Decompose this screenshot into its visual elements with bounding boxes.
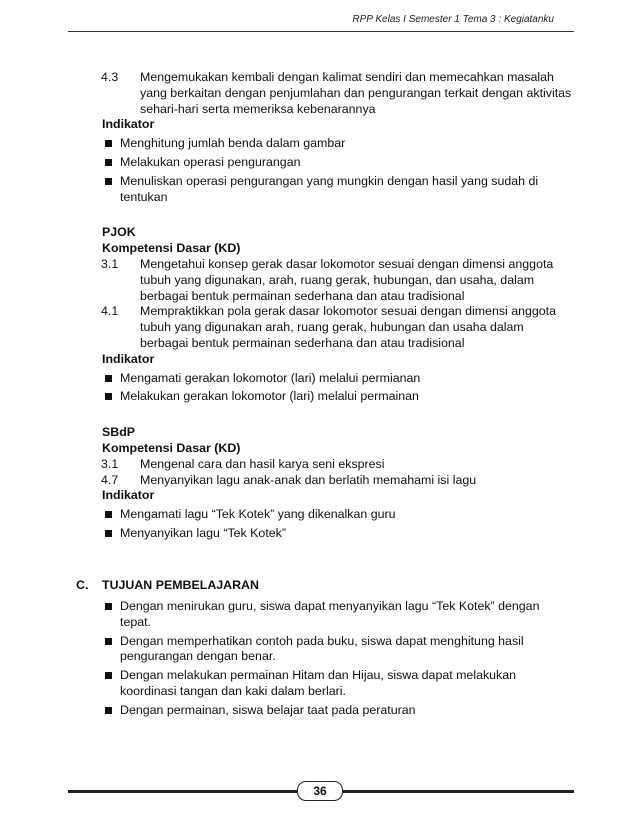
list-item-text: Menghitung jumlah benda dalam gambar [120,136,346,151]
kd-item [102,457,572,473]
bullet-square-icon [105,140,112,147]
kd-number: 4.1 [101,304,119,319]
page-number: 36 [297,781,343,801]
kd-number: 3.1 [101,456,119,471]
list-item [102,174,572,206]
list-item-text: Menyanyikan lagu “Tek Kotek” [120,525,286,540]
bullet-square-icon [105,638,112,645]
list-item-text: Mengamati gerakan lokomotor (lari) melalui permianan [120,370,421,385]
section-title-sbdp: SBdP [102,425,136,440]
bullet-square-icon [105,375,112,382]
kd-item [102,473,572,489]
section-title-tujuan: TUJUAN PEMBELAJARAN [102,578,259,592]
bullet-square-icon [105,178,112,185]
kd-item [102,70,572,117]
list-item [102,599,568,631]
list-item [102,703,568,719]
list-item-text: Dengan permainan, siswa belajar taat pada peraturan [120,702,416,717]
list-item [102,155,572,171]
list-item [102,371,572,387]
list-item-text: Mengamati lagu “Tek Kotek” yang dikenalkan guru [120,507,396,522]
list-item-text: Dengan memperhatikan contoh pada buku, siswa dapat menghitung hasil pengurangan dengan benar. [120,633,524,664]
main-content [102,70,572,542]
kd-number: 3.1 [101,256,119,271]
bullet-square-icon [105,159,112,166]
bullet-square-icon [105,707,112,714]
kd-text: Mempraktikkan pola gerak dasar lokomotor sesuai dengan dimensi anggota tubuh yang digunakan arah, ruang gerak, hubungan dan usaha dalam berbagai bentuk permainan sederhana dan atau tradisional [140,304,557,350]
kd-number: 4.7 [101,472,119,487]
bullet-square-icon [105,603,112,610]
kd-item [102,304,572,351]
section-letter: C. [76,578,89,592]
indikator-heading: Indikator [102,117,155,132]
list-item-text: Dengan menirukan guru, siswa dapat menyanyikan lagu “Tek Kotek” dengan tepat. [120,599,540,629]
kd-heading: Kompetensi Dasar (KD) [102,241,241,256]
header-divider [68,31,574,32]
kd-heading: Kompetensi Dasar (KD) [102,440,241,455]
section-title-pjok: PJOK [102,225,136,240]
indikator-heading: Indikator [102,351,155,366]
list-item [102,634,568,666]
bullet-square-icon [105,672,112,679]
list-item [102,526,572,542]
list-item-text: Melakukan operasi pengurangan [120,154,301,169]
bullet-square-icon [105,511,112,518]
tujuan-list [102,596,568,719]
list-item [102,507,572,523]
indikator-heading: Indikator [102,488,155,503]
kd-text: Mengenal cara dan hasil karya seni ekspresi [140,456,385,471]
kd-item [102,257,572,304]
list-item [102,668,568,700]
kd-text: Mengetahui konsep gerak dasar lokomotor sesuai dengan dimensi anggota tubuh yang digunakan, arah, ruang gerak, hubungan, dan usaha, dalam berbagai bentuk permainan sederhana dan atau tradisional [140,256,554,303]
bullet-square-icon [105,393,112,400]
list-item-text: Menuliskan operasi pengurangan yang mungkin dengan hasil yang sudah di tentukan [120,173,539,204]
list-item-text: Dengan melakukan permainan Hitam dan Hijau, siswa dapat melakukan koordinasi tangan dan kaki dalam berlari. [120,668,517,698]
kd-text: Menyanyikan lagu anak-anak dan berlatih memahami isi lagu [140,472,477,487]
running-header: RPP Kelas I Semester 1 Tema 3 : Kegiatanku [352,14,554,25]
list-item-text: Melakukan gerakan lokomotor (lari) melalui permainan [120,389,419,404]
list-item [102,136,572,152]
kd-number: 4.3 [101,70,119,84]
list-item [102,389,572,405]
kd-text: Mengemukakan kembali dengan kalimat sendiri dan memecahkan masalah yang berkaitan dengan penjumlahan dan pengurangan terkait dengan aktivitas sehari-hari serta memeriksa kebenarannya [140,70,572,116]
bullet-square-icon [105,530,112,537]
